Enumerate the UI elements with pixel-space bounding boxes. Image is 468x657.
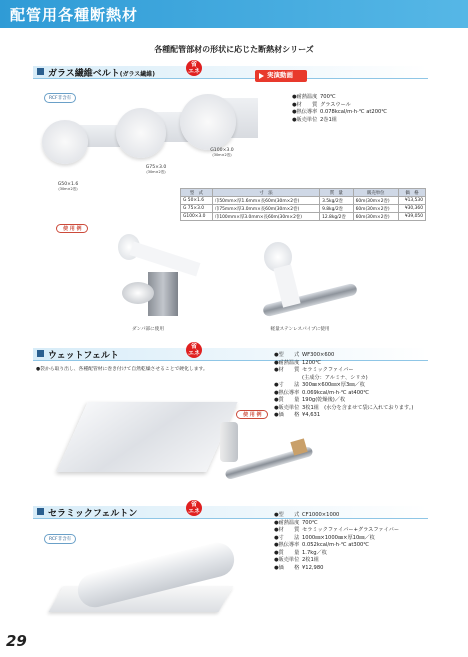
rcf-free-badge: RCF非含有 [44,93,76,103]
usage-example-label: 使 用 例 [56,224,88,233]
section-title: ガラス繊維ベルト(ガラス繊維) [48,69,156,79]
glass-belt-specs: ●耐熱温度 700℃ ●材 質 グラスウール ●熱伝導率 0.078kcal/m·h·℃ at200℃ ●販売単位 2巻1組 [292,94,388,123]
table-row: G 75×3.0 巾75mm×厚3.0mm×長60m(30m×2巻) 9.8kg/2巻 60m(30m×2巻) ¥30,360 [181,205,426,213]
stainless-pipe-usage-photo [250,236,360,322]
section-bullet-icon [37,508,44,515]
rcf-free-badge: RCF非含有 [44,534,76,544]
roll-g50-image [42,120,88,164]
roll-label-g50: G50×1.6 (30m×2巻) [57,182,79,191]
caption-stainless-pipe: 軽量ステンレスパイプに使用 [270,327,330,332]
page-subtitle: 各種配管部材の形状に応じた断熱材シリーズ [154,45,314,54]
felt-bag [56,402,237,472]
roll-g100-image [180,94,236,150]
arm-glove [220,422,238,462]
page-title: 配管用各種断熱材 [10,6,139,24]
energy-saving-icon: 省 エネ [187,343,200,357]
page-number: 29 [6,632,27,650]
product-table [180,188,426,221]
stainless-pipe [262,283,358,318]
demo-video-button[interactable]: 実演動画 [255,70,307,82]
roll-label-g75: G75×3.0 (30m×2巻) [145,165,167,174]
ceramic-felton-specs: ●型 式 CF1000×1000 ●耐熱温度 700℃ ●材 質 セラミックファイバー+グラスファイバー ●寸 法 1000㎜×1000㎜×厚10㎜／枚 ●熱伝導率 0.052kcal/m·h·℃ at300℃ ●質 量 1.7kg／枚 ●販売単位 2枚1組 ●価 格 ¥12,980 [274,512,400,571]
section-bullet-icon [37,350,44,357]
wet-felt-specs: ●型 式 WF300×600 ●耐熱温度 1200℃ ●材 質 セラミックファイバー (主成分：アルミナ、シリカ) ●寸 法 300㎜×600㎜×厚3㎜／枚 ●熱伝導率 0.069kcal/m·h·℃ at400℃ ●質 量 190g(乾燥後)／枚 ●販売単位 3枚1組 (水分を含ませて袋に入れております。) ●価 格 ¥4,631 [274,352,414,418]
wet-felt-bag-photo [62,386,232,486]
energy-saving-icon: 省 エネ [187,61,200,75]
energy-saving-icon: 省 エネ [187,501,200,515]
usage-example-label: 使 用 例 [236,410,268,419]
roll-g75-image [116,108,166,158]
play-icon [259,73,264,79]
table-row: G 50×1.6 巾50mm×厚1.6mm×長60m(30m×2巻) 3.5kg/2巻 60m(30m×2巻) ¥13,530 [181,197,426,205]
damper-pipe [122,282,154,304]
ceramic-felton-photo [56,554,246,620]
section-title: ウェットフェルト [48,351,119,361]
section-title: セラミックフェルトン [48,509,138,519]
table-header-row: 型 式 寸 法 質 量 販売単位 価 格 [181,189,426,197]
wet-felt-note: ●袋から取り出し、各種配管材に巻き付けて自然乾燥させることで硬化します。 [36,367,208,372]
wet-felt-usage-photo [218,418,318,490]
damper-usage-photo [100,232,210,322]
section-bullet-icon [37,68,44,75]
table-row: G100×3.0 巾100mm×厚3.0mm×長60m(30m×2巻) 12.8kg/2巻 60m(30m×2巻) ¥39,050 [181,213,426,221]
roll-label-g100: G100×3.0 (30m×2巻) [210,148,234,157]
caption-damper: ダンパ部に使用 [132,327,164,332]
